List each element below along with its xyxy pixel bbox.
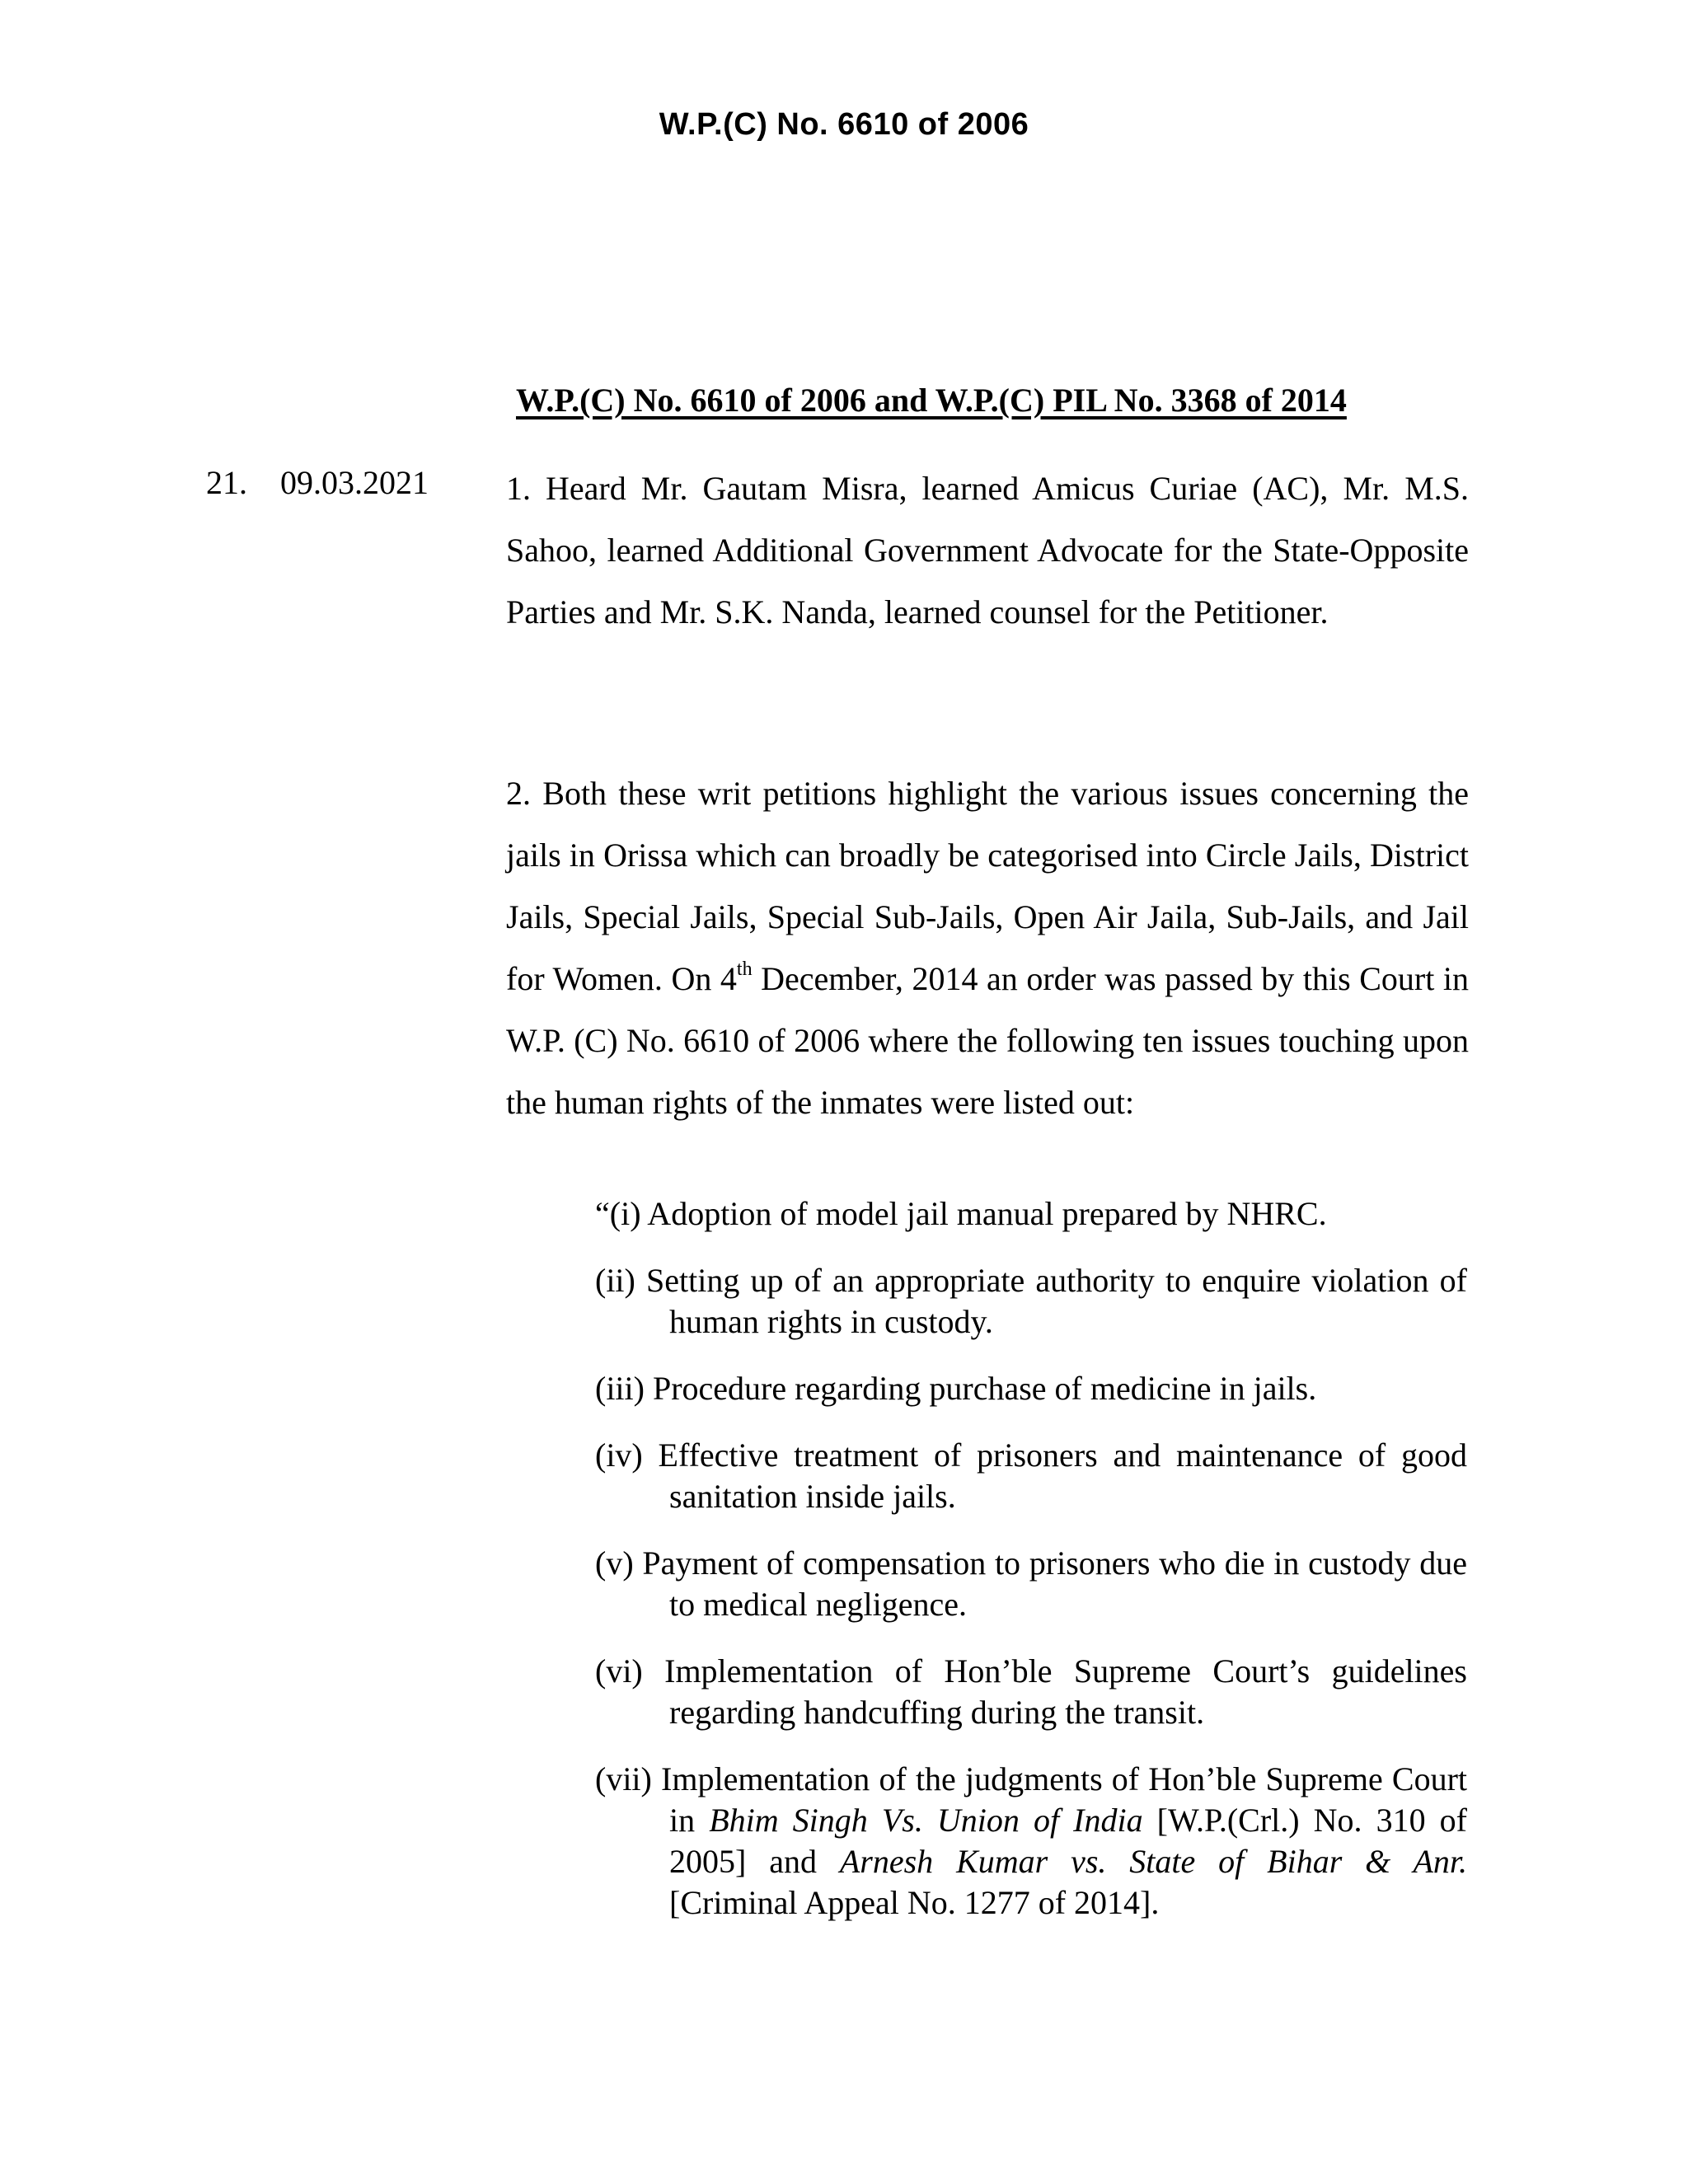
issue-item-6: (vi) Implementation of Hon’ble Supreme Court’s guidelines regarding handcuffing during the transit. xyxy=(595,1652,1467,1731)
issue-7-text-3: [Criminal Appeal No. 1277 of 2014]. xyxy=(669,1884,1160,1921)
case-citation-bhim-singh: Bhim Singh Vs. Union of India xyxy=(709,1802,1143,1839)
issue-7-text-1: (vii) Implementation of the judgments of Hon’ble Supreme Court in xyxy=(595,1760,1467,1839)
paragraph-2-text-after: December, 2014 an order was passed by this Court in W.P. (C) No. 6610 of 2006 where the following ten issues touching upon the human rights of the inmates were listed out: xyxy=(506,960,1469,1121)
order-entry-number: 21. xyxy=(206,464,247,501)
paragraph-2 xyxy=(506,762,1469,1133)
issue-7-text-2: [W.P.(Crl.) No. 310 of 2005] and xyxy=(669,1802,1467,1880)
issue-item-1: “(i) Adoption of model jail manual prepared by NHRC. xyxy=(595,1195,1327,1232)
issue-item-7 xyxy=(595,1759,1467,1924)
case-title: W.P.(C) No. 6610 of 2006 and W.P.(C) PIL No. 3368 of 2014 xyxy=(516,382,1347,419)
page-header-case-number: W.P.(C) No. 6610 of 2006 xyxy=(659,107,1029,142)
issue-item-5: (v) Payment of compensation to prisoners who die in custody due to medical negligence. xyxy=(595,1544,1467,1623)
paragraph-2-text-before: 2. Both these writ petitions highlight the various issues concerning the jails in Orissa which can broadly be categorised into Circle Jails, District Jails, Special Jails, Special Sub-Jails, Open Air Jaila, Sub-Jails, and Jail for Women. On 4 xyxy=(506,775,1469,997)
ordinal-suffix: th xyxy=(736,958,753,980)
issue-item-4: (iv) Effective treatment of prisoners and maintenance of good sanitation inside jails. xyxy=(595,1436,1467,1515)
issue-item-3: (iii) Procedure regarding purchase of medicine in jails. xyxy=(595,1370,1317,1407)
order-entry-date: 09.03.2021 xyxy=(280,464,429,501)
paragraph-1: 1. Heard Mr. Gautam Misra, learned Amicus Curiae (AC), Mr. M.S. Sahoo, learned Additional Government Advocate for the State-Opposite Parties and Mr. S.K. Nanda, learned counsel for the Petitioner. xyxy=(506,470,1469,630)
issue-item-2: (ii) Setting up of an appropriate authority to enquire violation of human rights in custody. xyxy=(595,1262,1467,1340)
case-citation-arnesh-kumar: Arnesh Kumar vs. State of Bihar & Anr. xyxy=(839,1843,1468,1880)
issues-list xyxy=(595,1193,1467,1924)
